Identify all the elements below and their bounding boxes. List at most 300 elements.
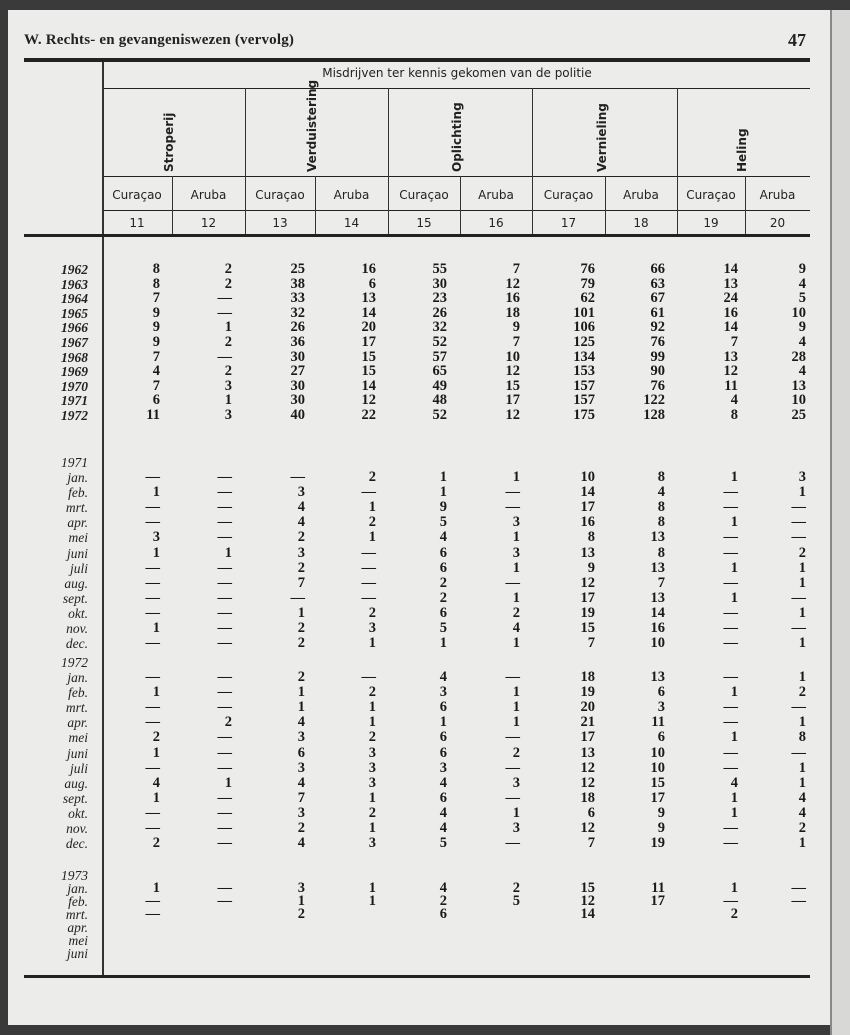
table-cell: 92 [650,319,665,336]
table-cell: — [723,635,738,652]
table-cell: 1 [224,544,232,561]
table-cell: 3 [368,620,376,636]
table-cell: 17 [505,392,520,409]
table-cell: 76 [580,261,595,277]
table-cell: — [290,469,305,485]
table-cell: 1 [512,559,520,576]
table-cell: 18 [505,304,520,321]
table-cell: 6 [439,559,447,576]
table-cell: 65 [432,363,447,380]
region-header: Aruba [190,188,227,202]
table-cell: 20 [580,699,595,716]
table-cell: 38 [290,275,305,292]
region-header: Aruba [623,188,659,202]
table-cell: — [791,744,806,761]
table-cell: — [505,669,520,685]
table-cell: 2 [152,729,160,746]
region-header: Aruba [333,188,370,202]
row-label: juni [66,745,88,761]
table-cell: — [145,699,160,716]
table-cell: 8 [657,544,665,561]
table-cell: — [217,880,232,896]
table-cell: 2 [297,669,305,685]
table-cell: 4 [798,275,806,292]
table-cell: 19 [580,684,595,701]
table-cell: — [217,699,232,716]
table-cell: 33 [290,290,305,307]
table-cell: — [145,804,160,821]
row-label: feb. [68,893,88,909]
table-cell: 1 [730,880,738,896]
table-cell: 3 [368,759,376,776]
column-number: 17 [560,216,577,230]
row-label: jan. [67,470,88,485]
table-cell: 4 [730,392,738,409]
table-cell: — [791,529,806,546]
header-bottom-rule [24,234,810,237]
table-cell: 13 [650,529,665,546]
table-cell: — [145,892,160,909]
table-cell: 1 [152,620,160,636]
table-cell: 3 [798,469,806,485]
table-cell: 18 [580,669,595,685]
table-cell: 19 [650,835,665,852]
table-cell: — [217,684,232,701]
table-cell: 12 [580,820,595,836]
table-cell: 2 [224,363,232,380]
table-cell: 20 [361,319,376,336]
table-cell: 6 [152,392,160,409]
table-cell: 10 [650,635,665,652]
table-cell: 6 [439,789,447,806]
table-cell: 1 [152,744,160,761]
row-label: dec. [65,636,88,652]
table-cell: 12 [580,892,595,909]
table-cell: — [145,635,160,652]
table-cell: 15 [650,774,665,791]
table-cell: — [723,484,738,501]
table-cell: 4 [297,835,305,852]
table-cell: 1 [730,514,738,531]
row-label: 1963 [61,276,88,292]
table-cell: 4 [297,514,305,531]
table-cell: 7 [657,574,665,591]
table-cell: 32 [432,319,447,336]
table-cell: 15 [361,348,376,365]
table-cell: 8 [657,469,665,485]
table-cell: 5 [439,514,447,531]
table-cell: 1 [297,699,305,716]
table-cell: 1 [730,804,738,821]
page-edge [830,10,850,1035]
bottom-rule [24,975,810,978]
table-cell: 1 [368,789,376,806]
table-cell: 11 [146,407,160,423]
table-cell: — [145,714,160,731]
table-cell: 30 [290,392,305,409]
table-cell: 19 [580,604,595,621]
table-cell: — [145,759,160,776]
top-rule [24,58,810,62]
table-cell: 21 [580,714,595,731]
row-label: apr. [67,715,88,731]
table-cell: 10 [791,392,806,409]
table-cell: 30 [290,377,305,394]
table-cell: 1 [368,880,376,896]
table-cell: 128 [643,407,665,423]
table-cell: 17 [361,334,376,350]
table-cell: 12 [723,363,738,380]
table-cell: 4 [439,820,447,836]
table-cell: 52 [432,334,447,350]
page-number: 47 [788,30,806,50]
table-cell: 6 [657,684,665,701]
table-cell: — [217,484,232,501]
table-cell: 14 [650,604,665,621]
table-cell: 2 [798,684,806,701]
table-cell: 5 [798,290,806,307]
section-heading: 1972 [61,655,88,670]
table-cell: — [145,820,160,836]
table-cell: 10 [505,348,520,365]
table-cell: 1 [730,589,738,606]
table-cell: 13 [650,559,665,576]
table-cell: — [217,559,232,576]
table-cell: — [145,559,160,576]
page-title: W. Rechts- en gevangeniswezen (vervolg) [24,32,295,48]
table-cell: 2 [368,604,376,621]
table-cell: 157 [573,377,595,394]
table-cell: 1 [512,804,520,821]
table-cell: 8 [657,499,665,516]
table-cell: 3 [512,544,520,561]
table-cell: — [217,290,232,307]
table-cell: 157 [573,392,595,409]
table-cell: — [723,759,738,776]
table-cell: 1 [368,635,376,652]
table-cell: 4 [439,880,447,896]
table-cell: 3 [512,774,520,791]
table-cell: — [723,499,738,516]
table-cell: 90 [650,363,665,380]
table-cell: 1 [512,699,520,716]
table-cell: — [723,714,738,731]
table-cell: 4 [439,669,447,685]
table-cell: — [791,892,806,909]
table-cell: — [791,589,806,606]
table-cell: — [217,744,232,761]
table-cell: 7 [587,635,595,652]
table-cell: 15 [505,377,520,394]
table-cell: — [217,304,232,321]
table-cell: 12 [505,407,520,423]
table-cell: 1 [798,635,806,652]
group-header-vernieling: Vernieling [595,103,609,172]
table-cell: 175 [573,407,595,423]
table-cell: — [723,892,738,909]
table-cell: 17 [580,729,595,746]
table-cell: 14 [580,905,595,922]
table-cell: 15 [361,363,376,380]
table-cell: 1 [152,544,160,561]
row-label: dec. [65,836,88,852]
table-cell: 26 [432,304,447,321]
table-cell: 2 [152,835,160,852]
table-cell: 6 [439,544,447,561]
table-cell: 1 [512,714,520,731]
table-cell: 4 [152,774,160,791]
row-label: juni [66,545,88,561]
table-cell: 1 [512,589,520,606]
column-number: 12 [200,216,217,230]
table-cell: 3 [512,820,520,836]
table-cell: 13 [580,744,595,761]
table-cell: — [217,604,232,621]
group-header-oplichting: Oplichting [450,102,464,172]
table-cell: 10 [580,469,595,485]
column-number: 18 [633,216,649,230]
table-cell: — [361,559,376,576]
table-cell: 1 [368,699,376,716]
row-label: 1972 [61,408,88,423]
table-cell: 1 [512,469,520,485]
table-cell: 1 [224,774,232,791]
table-cell: 13 [723,275,738,292]
table-cell: 8 [152,275,160,292]
header-rule [104,210,810,211]
table-cell: 8 [657,514,665,531]
table-cell: — [217,892,232,909]
table-cell: — [723,620,738,636]
table-cell: 1 [152,484,160,501]
row-label: nov. [66,621,88,636]
table-cell: — [361,544,376,561]
table-cell: 1 [152,880,160,896]
table-cell: 2 [798,820,806,836]
table-cell: 13 [650,589,665,606]
table-cell: 4 [297,499,305,516]
row-label: sept. [62,590,88,606]
table-cell: 9 [152,319,160,336]
row-label: 1965 [61,305,88,321]
row-label: juli [69,760,88,776]
table-cell: 9 [152,334,160,350]
table-cell: 6 [439,604,447,621]
table-cell: 3 [297,880,305,896]
table-cell: 1 [368,499,376,516]
row-label: feb. [68,485,88,501]
table-cell: 1 [730,684,738,701]
table-cell: 8 [152,261,160,277]
table-cell: 7 [152,377,160,394]
row-label: mei [68,932,88,948]
table-cell: — [217,835,232,852]
table-cell: 40 [290,407,305,423]
table-cell: 25 [791,407,806,423]
table-cell: 11 [724,377,738,394]
section-heading: 1971 [61,455,88,470]
table-cell: 2 [368,804,376,821]
table-cell: 3 [297,544,305,561]
column-number: 15 [416,216,432,230]
table-cell: 101 [573,304,595,321]
row-label: 1966 [61,320,88,336]
table-cell: 2 [512,744,520,761]
table-cell: 2 [368,514,376,531]
column-number: 14 [343,216,360,230]
table-cell: 1 [368,820,376,836]
table-cell: 122 [643,392,665,409]
row-label: 1964 [61,291,88,307]
table-cell: 2 [368,729,376,746]
region-header: Curaçao [686,188,736,202]
table-cell: 14 [361,304,376,321]
table-cell: 11 [651,714,665,731]
table-cell: 4 [798,789,806,806]
table-cell: — [361,574,376,591]
table-cell: 8 [730,407,738,423]
table-cell: — [723,604,738,621]
table-cell: 61 [650,304,665,321]
table-cell: 1 [368,892,376,909]
group-header-heling: Heling [735,128,749,172]
table-cell: 2 [297,820,305,836]
table-cell: — [145,905,160,922]
table-cell: 1 [798,759,806,776]
table-cell: 7 [152,290,160,307]
table-cell: — [217,759,232,776]
table-cell: 1 [798,835,806,852]
table-cell: 1 [439,714,447,731]
table-cell: 2 [224,334,232,350]
table-cell: 3 [368,744,376,761]
table-cell: 13 [361,290,376,307]
table-cell: — [145,514,160,531]
table-cell: 4 [152,363,160,380]
table-cell: — [290,589,305,606]
table-cell: 4 [297,714,305,731]
table-cell: 1 [297,892,305,909]
row-label: 1962 [61,262,88,277]
table-cell: 17 [580,499,595,516]
table-cell: — [217,804,232,821]
table-cell: 1 [152,684,160,701]
table-cell: 1 [512,529,520,546]
table-cell: 55 [432,261,447,277]
table-cell: 1 [730,789,738,806]
table-cell: — [723,835,738,852]
table-cell: — [217,514,232,531]
table-cell: 14 [361,377,376,394]
table-cell: 3 [297,484,305,501]
table-cell: — [791,499,806,516]
table-cell: 6 [439,744,447,761]
table-cell: 66 [650,261,665,277]
table-cell: 12 [361,392,376,409]
table-cell: — [217,789,232,806]
table-cell: 76 [650,377,665,394]
table-cell: — [505,499,520,516]
table-cell: 7 [587,835,595,852]
table-cell: 9 [657,804,665,821]
row-label: juni [66,945,88,961]
row-label: juli [69,560,88,576]
table-cell: — [723,529,738,546]
row-label: nov. [66,821,88,836]
table-cell: 57 [432,348,447,365]
table-cell: — [217,469,232,485]
table-cell: 2 [297,529,305,546]
table-cell: 3 [224,407,232,423]
table-cell: 52 [432,407,447,423]
table-cell: 27 [290,363,305,380]
table-cell: 99 [650,348,665,365]
table-cell: 62 [580,290,595,307]
header-rule [104,176,810,177]
table-cell: 30 [290,348,305,365]
row-label: mei [68,730,88,746]
table-cell: 6 [368,275,376,292]
table-cell: 6 [587,804,595,821]
table-cell: 2 [512,604,520,621]
table-cell: 9 [512,319,520,336]
table-cell: — [723,669,738,685]
table-cell: 3 [297,729,305,746]
region-header: Curaçao [399,188,449,202]
table-cell: 13 [650,669,665,685]
table-cell: 26 [290,319,305,336]
table-cell: 7 [512,334,520,350]
table-cell: 2 [297,559,305,576]
table-cell: 1 [439,635,447,652]
table-cell: 9 [798,261,806,277]
table-cell: — [361,589,376,606]
table-cell: — [217,729,232,746]
table-cell: 4 [439,804,447,821]
table-cell: 22 [361,407,376,423]
table-cell: 4 [730,774,738,791]
table-cell: 76 [650,334,665,350]
region-header: Aruba [759,188,796,202]
table-cell: 3 [297,804,305,821]
table-cell: — [723,744,738,761]
table-cell: 9 [152,304,160,321]
row-label: 1968 [61,349,88,365]
table-cell: 3 [368,835,376,852]
table-cell: 2 [224,261,232,277]
table-cell: 9 [657,820,665,836]
table-cell: 12 [580,759,595,776]
table-cell: 2 [297,620,305,636]
row-label: feb. [68,685,88,701]
table-cell: — [145,589,160,606]
table-cell: 2 [224,714,232,731]
table-cell: 4 [297,774,305,791]
table-cell: 125 [573,334,595,350]
row-label: sept. [62,790,88,806]
table-cell: 2 [439,892,447,909]
table-cell: 4 [512,620,520,636]
row-label: aug. [64,575,88,591]
region-header: Curaçao [255,188,305,202]
table-cell: 2 [368,469,376,485]
table-cell: 49 [432,377,447,394]
table-cell: — [361,484,376,501]
table-cell: — [217,574,232,591]
table-cell: 1 [798,484,806,501]
section-heading: 1973 [61,868,88,883]
table-cell: 1 [224,392,232,409]
